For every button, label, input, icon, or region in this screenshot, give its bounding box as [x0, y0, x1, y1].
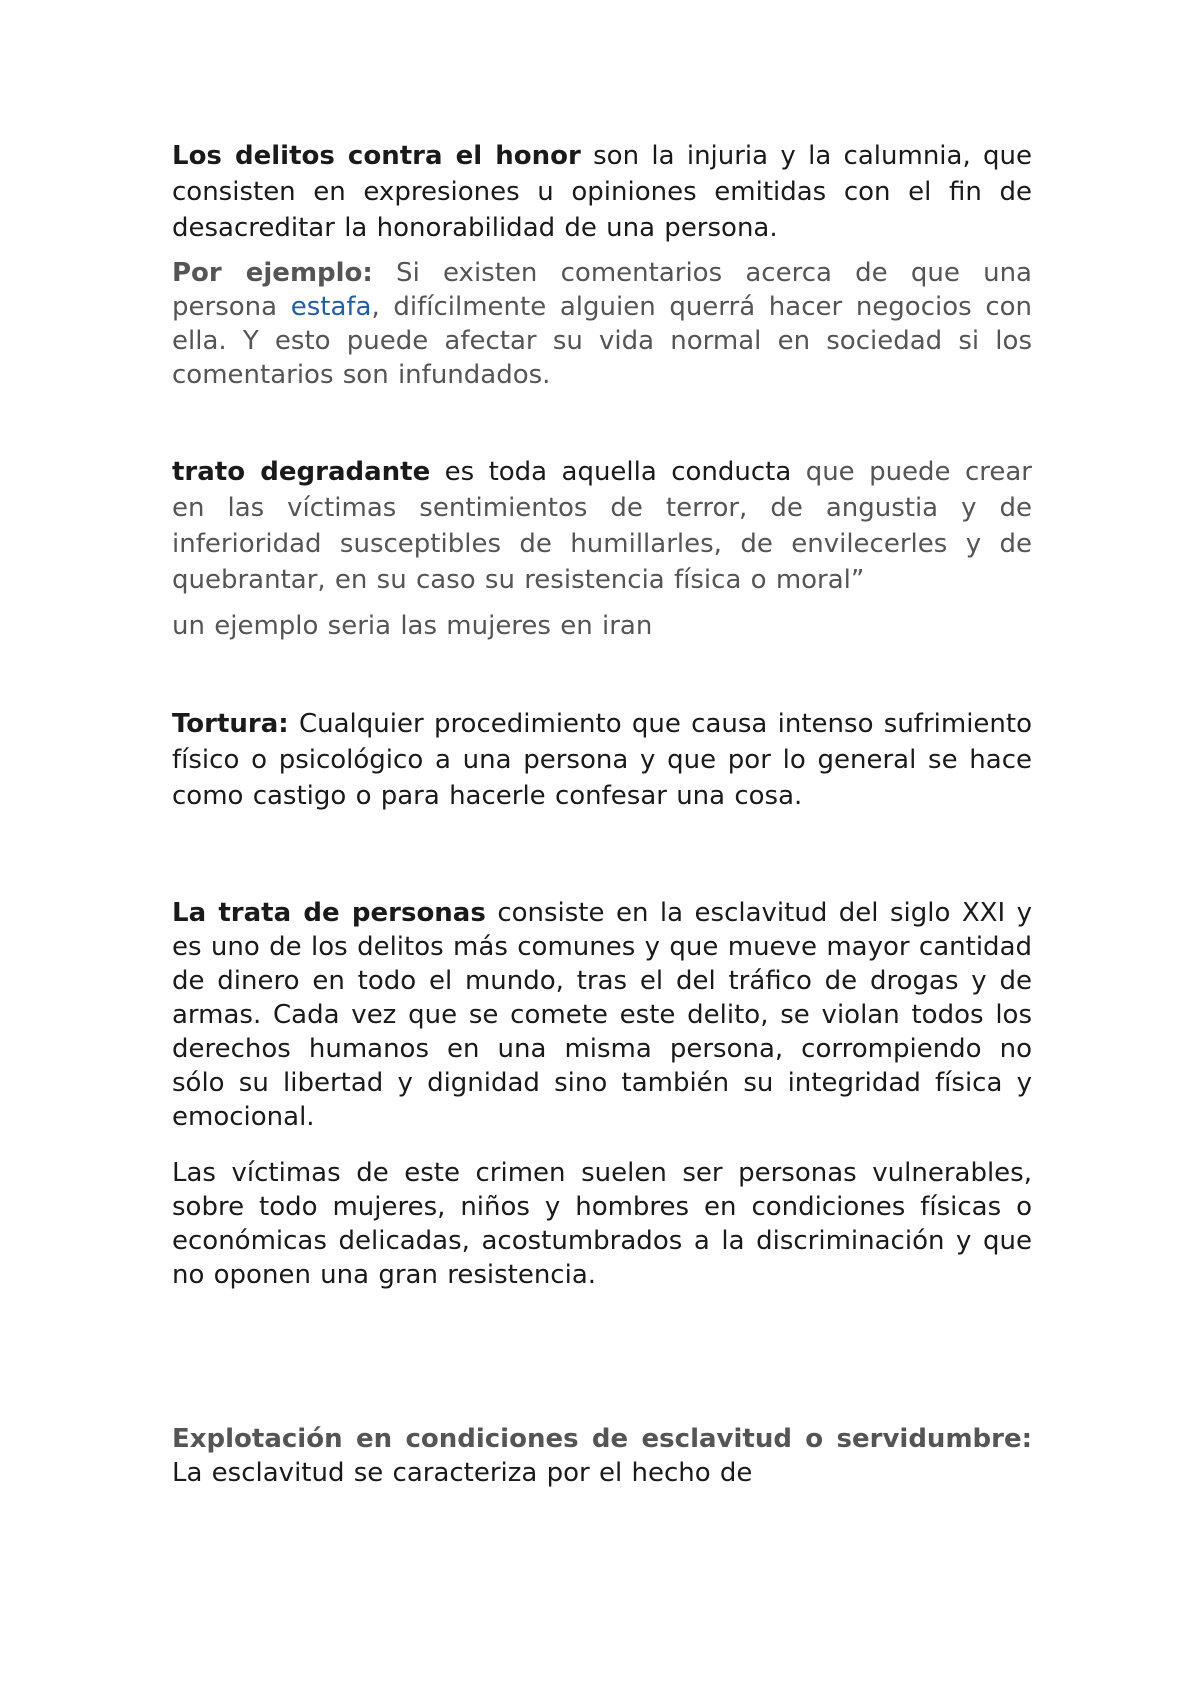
label-por-ejemplo: Por ejemplo: [172, 258, 373, 288]
paragraph-honor-example [172, 256, 1032, 392]
definition-delitos-honor: son la injuria y la calumnia, que consisten en expresiones u opiniones emitidas con el fin de desacreditar la honorabilidad de una persona. [172, 141, 1033, 243]
victimas-text: Las víctimas de este crimen suelen ser personas vulnerables, sobre todo mujeres, niños y hombres en condiciones físicas o económicas delicadas, acostumbrados a la discriminación y que no oponen una gran resistencia. [172, 1158, 1032, 1290]
example-text-start: Si existen comentarios acerca de que una persona [172, 258, 1032, 322]
document-page [172, 138, 1032, 1490]
example-text-end: , difícilmente alguien querrá hacer negocios con ella. Y esto puede afectar su vida normal en sociedad si los comentarios son infundados. [172, 292, 1032, 390]
definition-explotacion: La esclavitud se caracteriza por el hecho de [172, 1458, 753, 1488]
paragraph-explotacion [172, 1422, 1032, 1490]
term-tortura: Tortura: [172, 709, 289, 739]
term-delitos-honor: Los delitos contra el honor [172, 141, 581, 171]
term-explotacion: Explotación en condiciones de esclavitud o servidumbre: [172, 1424, 1032, 1454]
paragraph-trato-example [172, 608, 1032, 644]
definition-trato-gray: que puede crear en las víctimas sentimientos de terror, de angustia y de inferioridad susceptibles de humillarles, de envilecerles y de quebrantar, en su caso su resistencia física o moral” [172, 457, 1032, 595]
link-estafa[interactable]: estafa [290, 292, 372, 322]
definition-trata-personas: consiste en la esclavitud del siglo XXI y es uno de los delitos más comunes y que mueve mayor cantidad de dinero en todo el mundo, tras el del tráfico de drogas y de armas. Cada vez que se comete este delito, se violan todos los derechos humanos en una misma persona, corrompiendo no sólo su libertad y dignidad sino también su integridad física y emocional. [172, 898, 1033, 1132]
trato-example-text: un ejemplo seria las mujeres en iran [172, 611, 653, 641]
paragraph-delitos-honor [172, 138, 1032, 246]
term-trata-personas: La trata de personas [172, 898, 486, 928]
paragraph-trata-personas [172, 896, 1032, 1134]
paragraph-trato-degradante [172, 454, 1032, 598]
paragraph-victimas [172, 1156, 1032, 1292]
paragraph-tortura [172, 706, 1032, 814]
definition-tortura: Cualquier procedimiento que causa intenso sufrimiento físico o psicológico a una persona y que por lo general se hace como castigo o para hacerle confesar una cosa. [172, 709, 1032, 811]
term-trato-degradante: trato degradante [172, 457, 431, 487]
definition-trato-dark: es toda aquella conducta [430, 457, 792, 487]
